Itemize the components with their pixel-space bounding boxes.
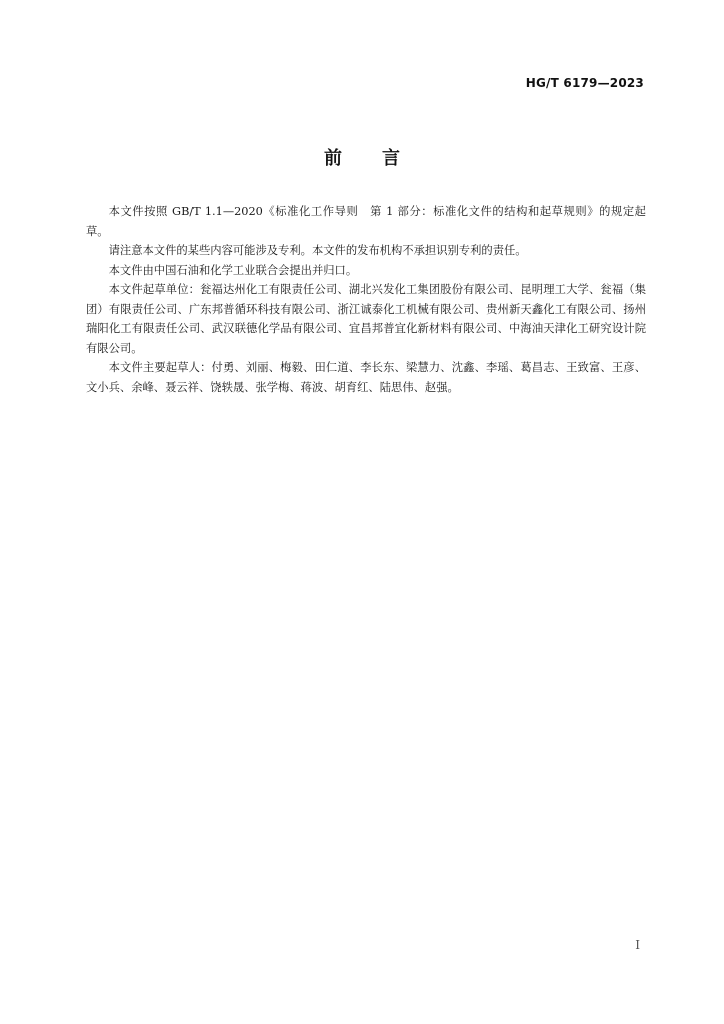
page-number: I (635, 938, 640, 952)
standard-code: HG/T 6179—2023 (525, 76, 644, 90)
title-char-2: 言 (382, 148, 400, 169)
title-char-1: 前 (324, 148, 342, 169)
foreword-body (86, 202, 646, 397)
paragraph-drafters: 本文件主要起草人：付勇、刘丽、梅毅、田仁道、李长东、梁慧力、沈鑫、李瑶、葛昌志、王致富、王彦、文小兵、余峰、聂云祥、饶轶晟、张学梅、蒋波、胡育红、陆思伟、赵强。 (86, 361, 646, 394)
paragraph-drafting-units: 本文件起草单位：瓮福达州化工有限责任公司、湖北兴发化工集团股份有限公司、昆明理工大学、瓮福（集团）有限责任公司、广东邦普循环科技有限公司、浙江诚泰化工机械有限公司、贵州新天鑫化工有限公司、扬州瑞阳化工有限责任公司、武汉联德化学品有限公司、宜昌邦普宜化新材料有限公司、中海油天津化工研究设计院有限公司。 (86, 283, 646, 355)
paragraph-proposer: 本文件由中国石油和化学工业联合会提出并归口。 (108, 263, 358, 277)
paragraph-patent-notice: 请注意本文件的某些内容可能涉及专利。本文件的发布机构不承担识别专利的责任。 (108, 244, 527, 257)
page-title (0, 144, 724, 170)
paragraph-drafting-rules: 本文件按照 GB/T 1.1—2020《标准化工作导则 第 1 部分：标准化文件的结构和起草规则》的规定起草。 (86, 205, 646, 238)
